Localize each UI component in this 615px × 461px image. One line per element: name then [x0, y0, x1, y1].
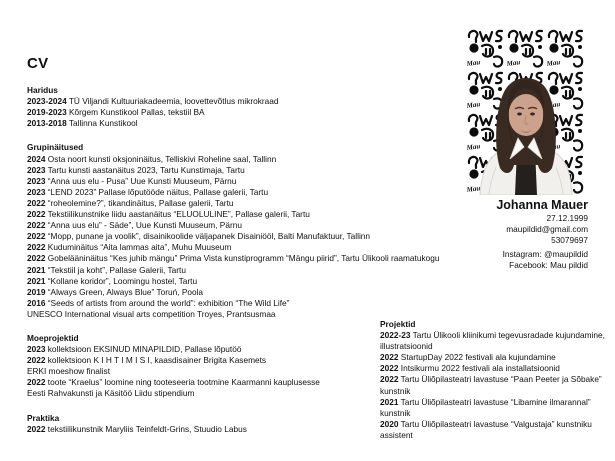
entry-text: ERKI moeshow finalist: [27, 366, 111, 377]
entry-text: Osta noort kunsti oksjoninäitus, Telliskivi Roheline saal, Tallinn: [47, 153, 277, 164]
entry-text: Tartu Üliõpilasteatri lavastuse “Paan Peeter ja Sõbake” kunstnik: [380, 374, 602, 396]
entry-text: “LEND 2023” Pallase lõputööde näitus, Pallase galerii, Tartu: [47, 186, 269, 197]
cv-entry: [27, 276, 472, 287]
grupinaitused-entries: [27, 154, 472, 320]
entry-text: StartupDay 2022 festivali ala kujundamine: [400, 352, 556, 363]
section-grupinaitused: [27, 142, 472, 320]
cv-entry: [27, 209, 472, 220]
entry-year: 2022: [27, 253, 46, 264]
entry-text: “Anna uus elu” - Säde”, Uue Kunsti Muuseum, Pärnu: [47, 220, 242, 231]
entry-text: Gobelääninäitus “Kes juhib mängu” Prima Vista kunstiprogramm “Mängu piirid”, Tartu Ülikooli raamatukogu: [47, 253, 440, 264]
entry-text: “Mopp, punane ja voolik”, disainikoolide väljapanek Disainiööl, Balti Manufaktuur, Tallinn: [47, 231, 371, 242]
entry-text: “roheolemine?”, tikandinäitus, Pallase galerii, Tartu: [47, 197, 234, 208]
entry-year: 2022: [27, 197, 46, 208]
cv-entry: [27, 298, 472, 309]
cv-entry: [27, 176, 472, 187]
entry-year: 2020: [380, 418, 399, 429]
entry-year: 2021: [380, 396, 399, 407]
cv-entry: [27, 118, 472, 129]
entry-year: 2023: [27, 175, 46, 186]
entry-text: Tartu Ülikooli kliinikumi tegevusradade kujundamine, illustratsioonid: [380, 330, 605, 352]
section-haridus: [27, 85, 472, 129]
profile-phone: 53079697: [551, 235, 588, 245]
entry-year: 2021: [27, 275, 46, 286]
entry-year: 2022: [380, 363, 399, 374]
entry-year: 2023: [27, 164, 46, 175]
entry-year: 2013-2018: [27, 118, 67, 129]
entry-text: “Seeds of artists from around the world”: exhibition “The Wild Life”: [47, 297, 290, 308]
projektid-entries: [380, 330, 610, 441]
entry-text: Tartu kunsti aastanäitus 2023, Tartu Kunstimaja, Tartu: [47, 164, 245, 175]
section-title-haridus: Haridus: [27, 85, 58, 96]
section-title-moeprojektid: Moeprojektid: [27, 332, 79, 343]
cv-entry: [380, 352, 610, 363]
haridus-entries: [27, 96, 472, 129]
cv-entry: [27, 287, 472, 298]
entry-year: 2022-23: [380, 330, 411, 341]
section-title-projektid: Projektid: [380, 319, 416, 329]
entry-text: “Kollane koridor”, Loomingu hostel, Tartu: [47, 275, 198, 286]
entry-text: Tartu Üliõpilasteatri lavastuse “Libamine ilmarannal” kunstnik: [380, 396, 591, 418]
profile-instagram: Instagram: @maupildid: [502, 249, 588, 259]
entry-year: 2022: [27, 209, 46, 220]
contact-block: [496, 198, 588, 271]
cv-entry: [27, 231, 472, 242]
cv-entry: [380, 397, 610, 419]
entry-year: 2022: [27, 377, 46, 388]
entry-text: toote “Kraelus” loomine ning tooteseeria tootmine Kaarmanni kauplusesse: [47, 377, 320, 388]
entry-year: 2022: [27, 423, 46, 434]
profile-facebook: Facebook: Mau pildid: [509, 260, 588, 270]
entry-text: UNESCO International visual arts competition Troyes, Prantsusmaa: [27, 308, 276, 319]
section-title-praktika: Praktika: [27, 412, 60, 423]
cv-entry: [27, 107, 472, 118]
portrait-image: [466, 27, 586, 195]
profile-email: maupildid@gmail.com: [506, 224, 588, 234]
entry-text: kollektsioon EKSINUD MINAPILDID, Pallase lõputöö: [47, 344, 242, 355]
entry-text: “Tekstiil ja koht”, Pallase Galerii, Tartu: [47, 264, 186, 275]
cv-entry: [27, 242, 472, 253]
cv-entry: [27, 198, 472, 209]
profile-birthdate: 27.12.1999: [546, 213, 588, 223]
profile-photo: [466, 27, 586, 195]
entry-year: 2024: [27, 153, 46, 164]
cv-entry: [27, 220, 472, 231]
profile-name: Johanna Mauer: [496, 198, 588, 212]
cv-entry: [380, 363, 610, 374]
entry-year: 2023: [27, 344, 46, 355]
entry-year: 2023-2024: [27, 96, 67, 107]
entry-text: Tartu Üliõpilasteatri lavastuse “Valgustaja” kunstniku assistent: [380, 418, 592, 440]
cv-entry: [380, 419, 610, 441]
cv-entry: [380, 374, 610, 396]
entry-year: 2022: [27, 220, 46, 231]
entry-year: 2022: [380, 374, 399, 385]
entry-year: 2023: [27, 186, 46, 197]
cv-entry: [27, 265, 472, 276]
entry-year: 2019-2023: [27, 107, 67, 118]
section-title-grupinaitused: Grupinäitused: [27, 142, 84, 153]
entry-text: Eesti Rahvakunsti ja Käsitöö Liidu stipendium: [27, 388, 195, 399]
entry-text: kollektsioon K I H T I M I S I, kaasdisainer Brigita Kasemets: [47, 355, 267, 366]
entry-year: 2021: [27, 264, 46, 275]
entry-text: “Anna uus elu - Pusa” Uue Kunsti Muuseum, Pärnu: [47, 175, 237, 186]
cv-entry: [27, 253, 472, 264]
entry-text: Intsikurmu 2022 festivali ala installatsioonid: [400, 363, 560, 374]
page-title: CV: [27, 55, 49, 72]
cv-entry: [27, 154, 472, 165]
entry-year: 2022: [27, 355, 46, 366]
entry-year: 2022: [27, 242, 46, 253]
entry-year: 2019: [27, 286, 46, 297]
cv-entry: [380, 330, 610, 352]
cv-entry: [27, 165, 472, 176]
entry-year: 2016: [27, 297, 46, 308]
entry-text: Tallinna Kunstikool: [68, 118, 138, 129]
section-projektid: [380, 319, 610, 441]
entry-text: Tekstiilikunstnike liidu aastanäitus “ELUOLULINE”, Pallase galerii, Tartu: [47, 209, 310, 220]
entry-text: Kuduminäitus “Aita lammas aita”, Muhu Muuseum: [47, 242, 232, 253]
cv-entry: [27, 96, 472, 107]
entry-text: Kõrgem Kunstikool Pallas, tekstiil BA: [69, 107, 205, 118]
entry-text: tekstiilikunstnik Maryliis Teinfeldt-Grins, Stuudio Labus: [47, 423, 247, 434]
entry-year: 2022: [27, 231, 46, 242]
entry-text: “Always Green, Always Blue” Toruń, Poola: [47, 286, 204, 297]
entry-text: TÜ Viljandi Kultuuriakadeemia, loovettevõtlus mikrokraad: [68, 96, 279, 107]
entry-year: 2022: [380, 352, 399, 363]
cv-entry: [27, 187, 472, 198]
